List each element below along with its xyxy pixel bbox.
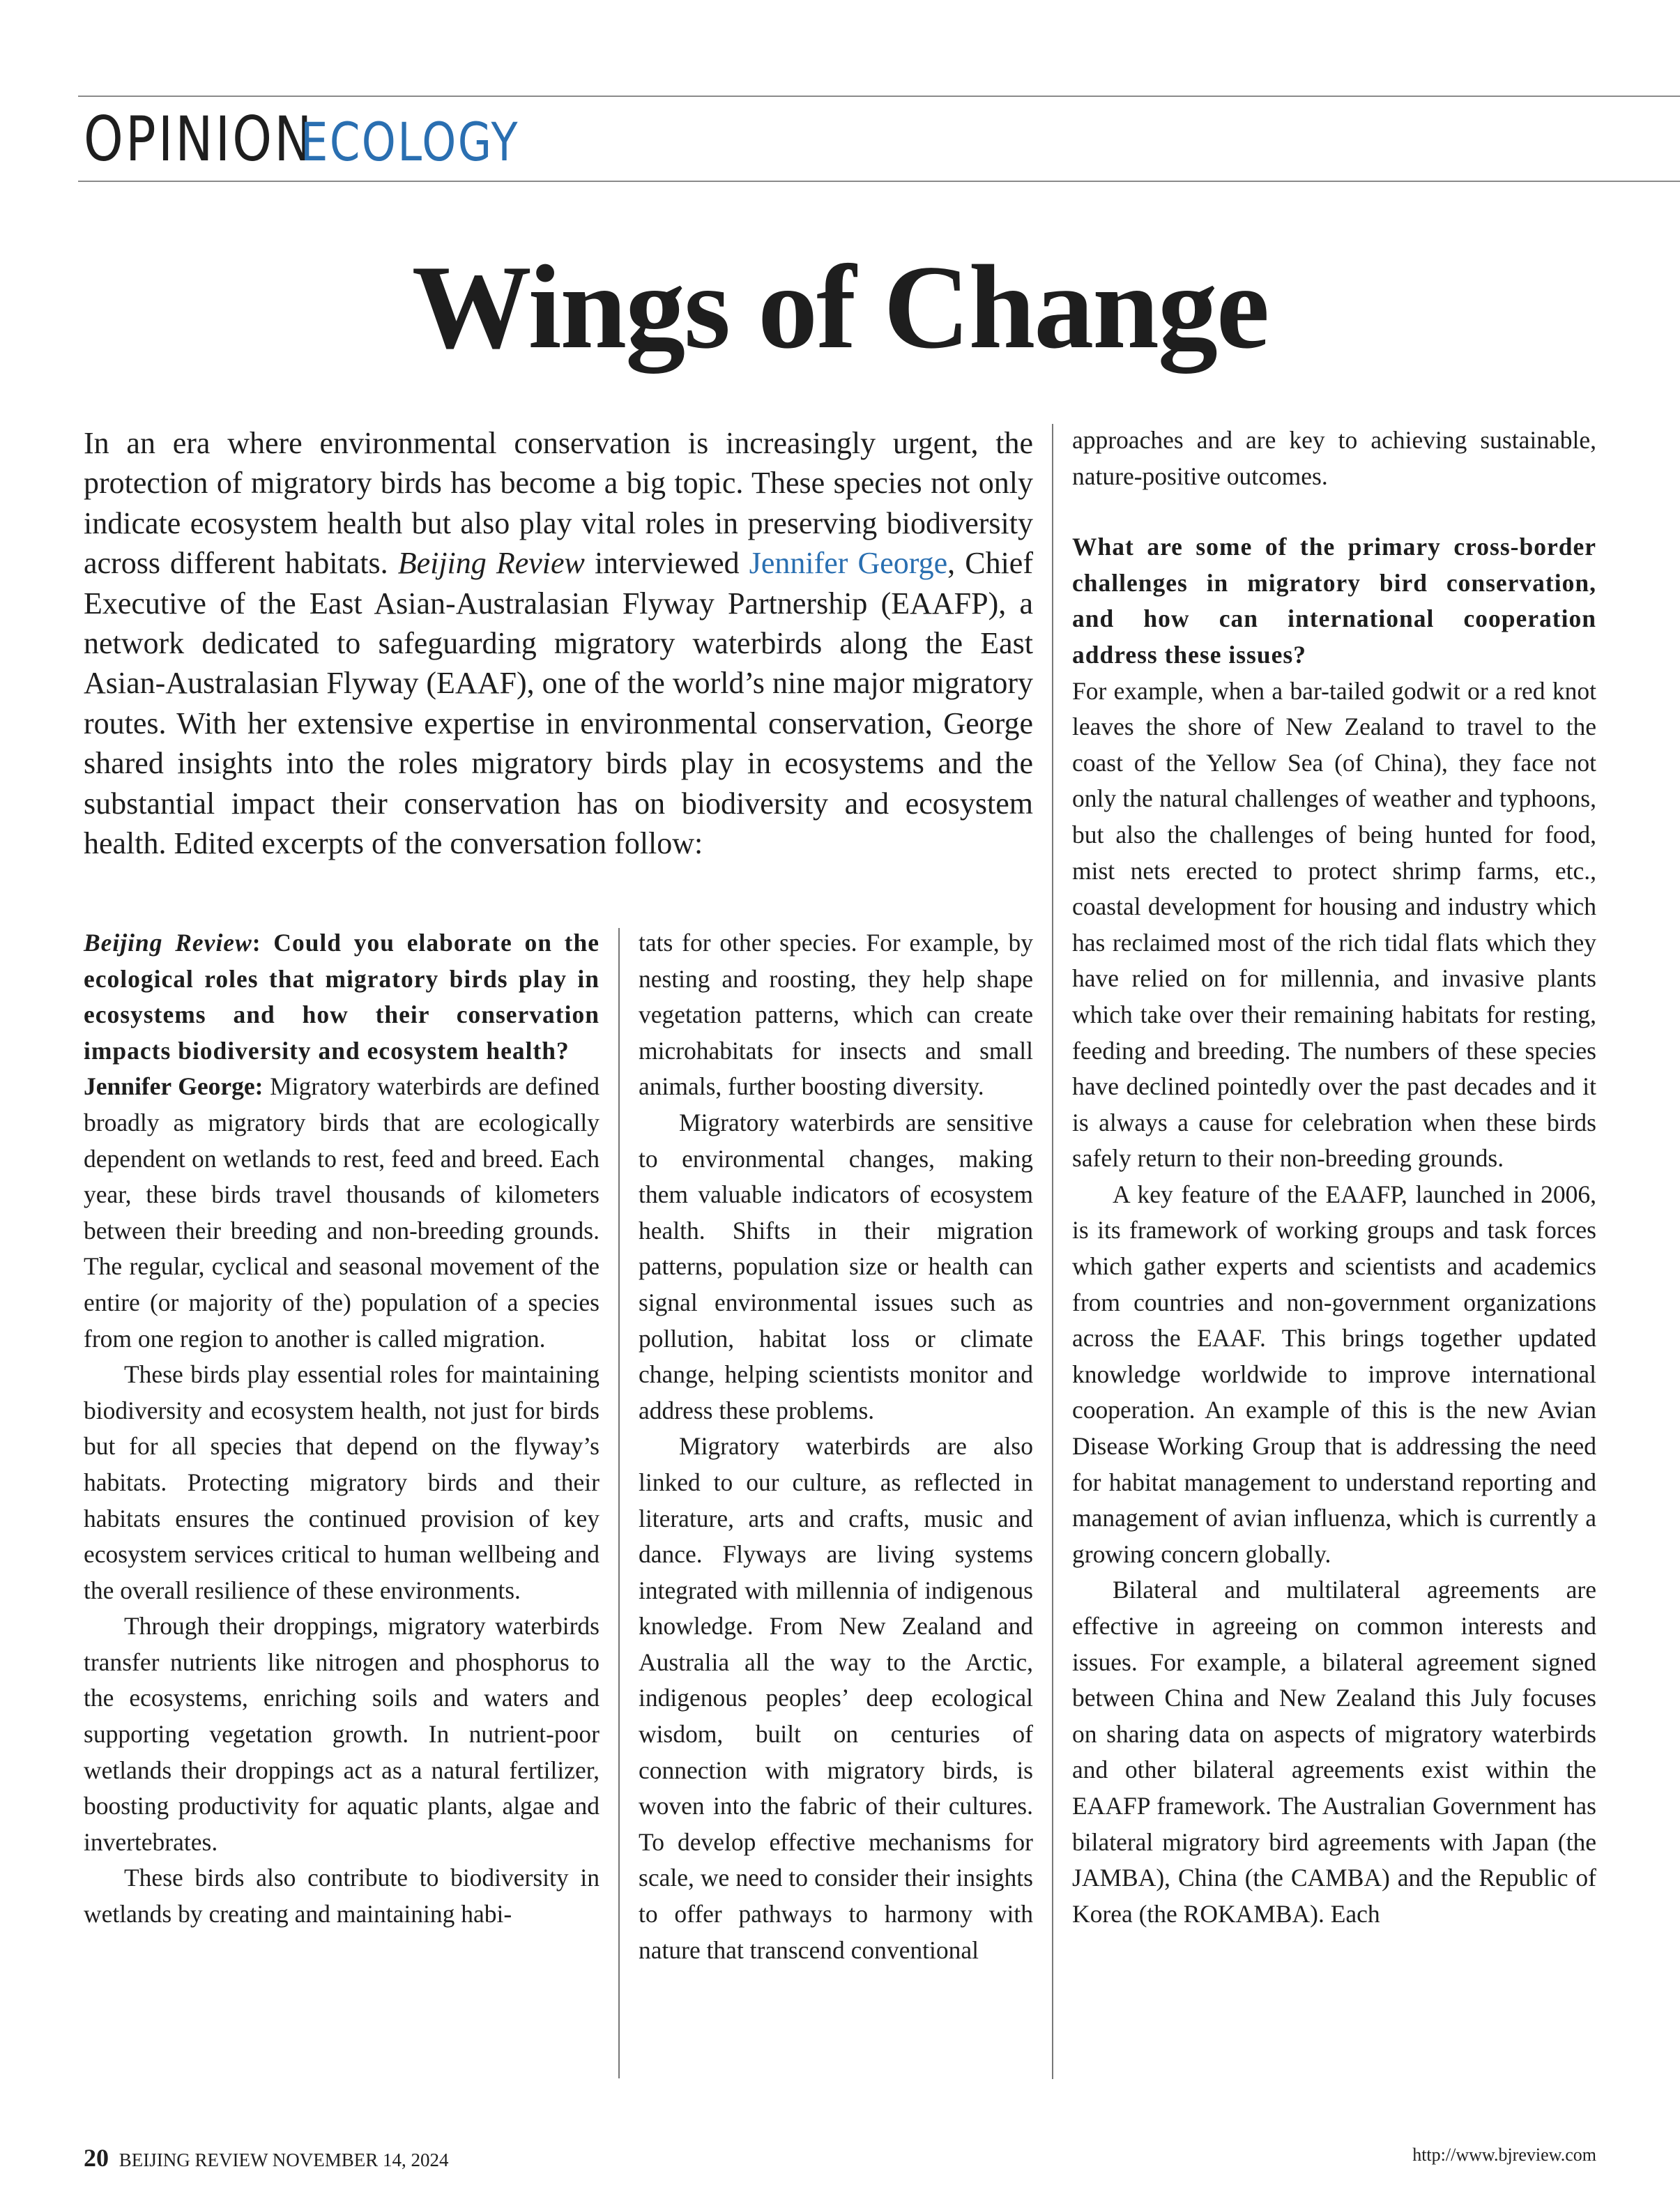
col3-paragraph-3: Bilateral and multilateral agreements are effective in agreeing on common interests and issues. For example, a bilateral agreement signed between China and New Zealand this July focuses on sharing data on aspects of migratory waterbirds and other bilateral agreements exist within the EAAFP framework. The Australian Government has bilateral migratory bird agreements with Japan (the JAMBA), China (the CAMBA) and the Republic of Korea (the ROKAMBA). Each <box>1072 1576 1596 1928</box>
intro-text-3: , Chief Executive of the East Asian-Australasian Flyway Partnership (EAAFP), a network dedicated to safeguarding migratory waterbirds along the East Asian-Australasian Flyway (EAAF), one of the world’s nine major migratory routes. With her extensive expertise in environmental conservation, George shared insights into the roles migratory birds play in ecosystems and the substantial impact their conservation has on biodiversity and ecosystem health. Edited excerpts of the conversation follow: <box>84 546 1033 861</box>
website-link[interactable]: http://www.bjreview.com <box>1412 2145 1596 2165</box>
column-1 <box>84 925 600 1933</box>
intro-paragraph <box>84 423 1033 863</box>
header-bottom-rule <box>78 181 1680 182</box>
page-footer <box>84 2143 448 2173</box>
intro-person: Jennifer George <box>749 546 948 581</box>
question-spacer <box>1072 494 1596 529</box>
column-divider-2 <box>1052 424 1053 2079</box>
col2-paragraph-1: tats for other species. For example, by nesting and roosting, they help shape vegetation patterns, which can create microhabitats for insects and small animals, further boosting diversity. <box>639 929 1033 1101</box>
question-1-publication: Beijing Review <box>84 929 252 957</box>
col3-paragraph-2: A key feature of the EAAFP, launched in 2006, is its framework of working groups and task forces which gather experts and scientists and academics from countries and non-government organizations across the EAAF. This brings together updated knowledge worldwide to improve international cooperation. An example of this is the new Avian Disease Working Group that is addressing the need for habitat management to understand reporting and management of avian influenza, which is currently a growing concern globally. <box>1072 1180 1596 1568</box>
subsection-label: ECOLOGY <box>300 111 520 173</box>
answer-1-paragraph <box>84 1069 600 1357</box>
column-divider-1 <box>618 928 620 2078</box>
col2-paragraph-2: Migratory waterbirds are sensitive to environmental changes, making them valuable indicators of ecosystem health. Shifts in their migration patterns, population size or health can signal environmental issues such as pollution, habitat loss or climate change, helping scientists monitor and address these problems. <box>639 1108 1033 1424</box>
col1-paragraph-2: These birds play essential roles for maintaining biodiversity and ecosystem health, not just for birds but for all species that depend on the flyway’s habitats. Protecting migratory birds and their habitats ensures the continued provision of key ecosystem services critical to human wellbeing and the overall resilience of these environments. <box>84 1360 600 1604</box>
section-label: OPINION <box>84 103 314 175</box>
col1-paragraph-4: These birds also contribute to biodiversity in wetlands by creating and maintaining habi- <box>84 1864 600 1928</box>
question-1-text: : Could you elaborate on the ecological roles that migratory birds play in ecosystems and how their conservation impacts biodiversity and ecosystem health? <box>84 929 600 1065</box>
header-top-rule <box>78 96 1680 97</box>
page-number: 20 <box>84 2144 109 2172</box>
intro-text-1: In an era where environmental conservation is increasingly urgent, the protection of migratory birds has become a big topic. These species not only indicate ecosystem health but also play vital roles in preserving biodiversity across different habitats. <box>84 426 1033 581</box>
article-title: Wings of Change <box>411 241 1269 374</box>
answer-2-paragraph: For example, when a bar-tailed godwit or a red knot leaves the shore of New Zealand to travel to the coast of the Yellow Sea (of China), they face not only the natural challenges of weather and typhoons, but also the challenges of being hunted for food, mist nets erected to protect shrimp farms, etc., coastal development for housing and industry which has reclaimed most of the rich tidal flats which they have relied on for millennia, and invasive plants which take over their remaining habitats for resting, feeding and breeding. The numbers of these species have declined pointedly over the past decades and it is always a cause for celebration when these birds safely return to their non-breeding grounds. <box>1072 676 1596 1173</box>
col1-paragraph-3: Through their droppings, migratory waterbirds transfer nutrients like nitrogen and phosphorus to the ecosystems, enriching soils and waters and supporting vegetation growth. In nutrient-poor wetlands their droppings act as a natural fertilizer, boosting productivity for aquatic plants, algae and invertebrates. <box>84 1612 600 1856</box>
col3-paragraph-0: approaches and are key to achieving sustainable, nature-positive outcomes. <box>1072 426 1596 490</box>
answer-1-text: Migratory waterbirds are defined broadly as migratory birds that are ecologically dependent on wetlands to rest, feed and breed. Each year, these birds travel thousands of kilometers between their breeding and non-breeding grounds. The regular, cyclical and seasonal movement of the entire (or majority of the) population of a species from one region to another is called migration. <box>84 1072 600 1353</box>
intro-publication: Beijing Review <box>397 546 585 581</box>
column-2 <box>639 925 1033 1968</box>
section-header <box>84 103 567 180</box>
answer-1-speaker: Jennifer George: <box>84 1072 264 1101</box>
col2-paragraph-3: Migratory waterbirds are also linked to our culture, as reflected in literature, arts and crafts, music and dance. Flyways are living systems integrated with millennia of indigenous knowledge. From New Zealand and Australia all the way to the Arctic, indigenous peoples’ deep ecological wisdom, built on centuries of connection with migratory birds, is woven into the fabric of their cultures. To develop effective mechanisms for scale, we need to consider their insights to offer pathways to harmony with nature that transcend conventional <box>639 1432 1033 1964</box>
article-intro <box>84 423 1033 863</box>
column-3 <box>1072 423 1596 1932</box>
intro-text-2: interviewed <box>584 546 749 581</box>
publication-date: BEIJING REVIEW NOVEMBER 14, 2024 <box>119 2149 449 2170</box>
question-1 <box>84 925 600 1069</box>
question-2: What are some of the primary cross-border challenges in migratory bird conservation, and how can international cooperation address these issues? <box>1072 533 1596 669</box>
